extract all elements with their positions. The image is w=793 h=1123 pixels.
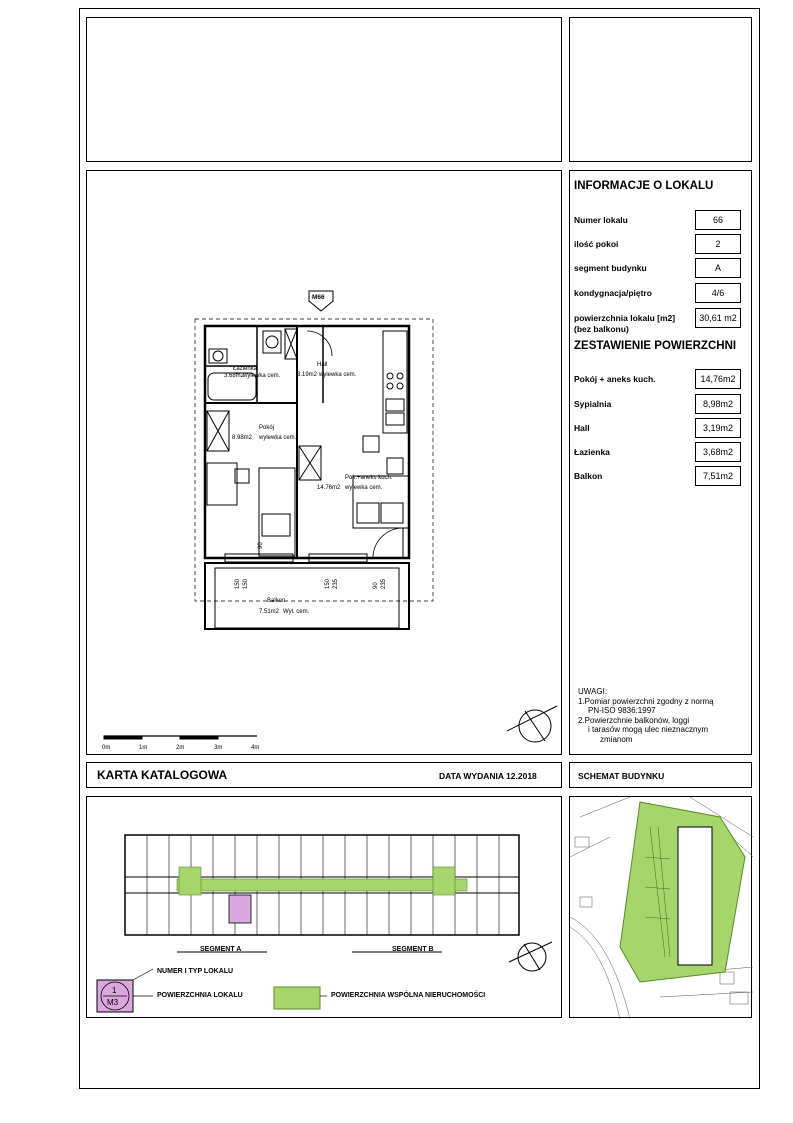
notes-line: PN-ISO 9836:1997 bbox=[588, 706, 656, 715]
scale-label: 1m bbox=[139, 745, 148, 751]
summary-value: 3,19m2 bbox=[695, 418, 741, 438]
info-label: Numer lokalu bbox=[574, 215, 628, 225]
info-value: 2 bbox=[695, 234, 741, 254]
balcony-name: Balkon bbox=[267, 598, 286, 604]
legend-unit-area: POWIERZCHNIA LOKALU bbox=[157, 992, 243, 999]
info-label: segment budynku bbox=[574, 263, 647, 273]
unit-highlight bbox=[229, 895, 251, 923]
info-value: 66 bbox=[695, 210, 741, 230]
schema-title-bar bbox=[569, 762, 752, 788]
legend-symbol-bottom: M3 bbox=[107, 998, 119, 1007]
notes-line: 1.Pomiar powierzchni zgodny z normą bbox=[578, 697, 714, 706]
info-title: INFORMACJE O LOKALU bbox=[574, 180, 714, 192]
hall-name: Hall bbox=[317, 362, 328, 368]
plan-box bbox=[86, 170, 562, 755]
info-value: A bbox=[695, 258, 741, 278]
hall-floor: wylewka cem. bbox=[319, 372, 357, 378]
dim-label: 235 bbox=[333, 578, 339, 589]
scale-label: 3m bbox=[214, 745, 223, 751]
segment-b-label: SEGMENT B bbox=[392, 946, 434, 953]
notes-line: zmianom bbox=[600, 735, 633, 744]
bed-area: 8.98m2 bbox=[232, 435, 253, 441]
scale-label: 0m bbox=[102, 745, 111, 751]
notes-line: 2.Powierzchnie balkonów, loggi bbox=[578, 716, 690, 725]
building-box bbox=[86, 796, 562, 1018]
site-plan bbox=[570, 797, 753, 1019]
summary-label: Hall bbox=[574, 423, 590, 433]
legend-number-type: NUMER I TYP LOKALU bbox=[157, 968, 234, 975]
card-title: KARTA KATALOGOWA bbox=[97, 768, 228, 782]
bath-floor: wylewka cem. bbox=[243, 373, 281, 379]
hall-area: 3.19m2 bbox=[297, 372, 318, 378]
dim-label: 150 bbox=[235, 578, 241, 589]
card-title-bar bbox=[86, 762, 562, 788]
notes-title: UWAGI: bbox=[578, 687, 608, 696]
apartment-plan bbox=[87, 171, 563, 756]
area-label-2: (bez balkonu) bbox=[574, 324, 629, 334]
notes-line: i tarasów mogą ulec nieznacznym bbox=[588, 725, 709, 734]
common-corridor bbox=[177, 879, 467, 891]
summary-label: Balkon bbox=[574, 471, 603, 481]
summary-value: 7,51m2 bbox=[695, 466, 741, 486]
legend-common-area: POWIERZCHNIA WSPÓLNA NIERUCHOMOŚCI bbox=[331, 992, 486, 999]
unit-tag-label: M66 bbox=[312, 294, 325, 301]
building-plan bbox=[87, 797, 563, 1019]
info-label: kondygnacja/piętro bbox=[574, 288, 652, 298]
summary-value: 3,68m2 bbox=[695, 442, 741, 462]
top-left-box bbox=[86, 17, 562, 162]
segment-a-label: SEGMENT A bbox=[200, 946, 242, 953]
top-right-box bbox=[569, 17, 752, 162]
scale-label: 4m bbox=[251, 745, 260, 751]
issue-date: DATA WYDANIA 12.2018 bbox=[439, 771, 537, 781]
bed-name: Pokój bbox=[259, 425, 275, 431]
bath-name: Łazienka bbox=[233, 366, 258, 372]
balcony-floor: Wyl. cem. bbox=[283, 609, 310, 615]
balcony-area: 7.51m2 bbox=[259, 609, 280, 615]
staircase-b bbox=[433, 867, 455, 895]
bath-area: 3.68m2 bbox=[224, 373, 245, 379]
summary-value: 8,98m2 bbox=[695, 394, 741, 414]
summary-label: Łazienka bbox=[574, 447, 610, 457]
living-area: 14.76m2 bbox=[317, 485, 341, 491]
info-box bbox=[569, 170, 752, 755]
info-label: ilość pokoi bbox=[574, 239, 619, 249]
dim-label: 150 bbox=[325, 578, 331, 589]
summary-title: ZESTAWIENIE POWIERZCHNI bbox=[574, 340, 737, 352]
summary-value: 14,76m2 bbox=[695, 369, 741, 389]
dim-label: 150 bbox=[243, 578, 249, 589]
living-floor: wylewka cem. bbox=[345, 485, 383, 491]
area-value: 30,61 m2 bbox=[695, 308, 741, 328]
dim-label: 90 bbox=[258, 542, 264, 549]
summary-label: Pokój + aneks kuch. bbox=[574, 374, 656, 384]
living-name: Pok.+aneks kuch. bbox=[345, 475, 393, 481]
summary-label: Sypialnia bbox=[574, 399, 612, 409]
legend-symbol-top: 1 bbox=[112, 986, 117, 995]
site-plan-box bbox=[569, 796, 752, 1018]
area-label-1: powierzchnia lokalu [m2] bbox=[574, 313, 676, 323]
bed-floor: wylewka cem. bbox=[259, 435, 297, 441]
schema-title: SCHEMAT BUDYNKU bbox=[578, 771, 665, 781]
dim-label: 235 bbox=[381, 578, 387, 589]
staircase-a bbox=[179, 867, 201, 895]
info-value: 4/6 bbox=[695, 283, 741, 303]
legend-common-swatch bbox=[274, 987, 320, 1009]
dim-label: 90 bbox=[373, 582, 379, 589]
building-footprint bbox=[678, 827, 712, 965]
scale-label: 2m bbox=[176, 745, 185, 751]
